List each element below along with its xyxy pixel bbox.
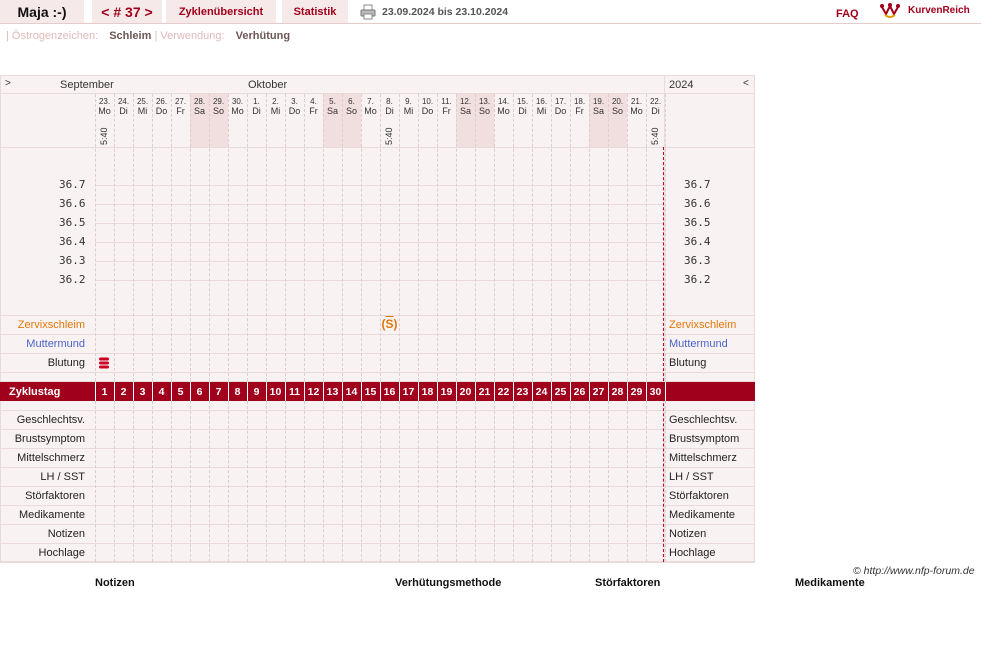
cycle-day-separator — [665, 382, 666, 401]
cervix-label-left: Zervixschleim — [17, 319, 85, 331]
cycle-day-number: 7 — [215, 386, 222, 398]
temp-label-right: 36.3 — [684, 254, 711, 267]
day-column-line — [475, 94, 476, 381]
day-date: 24. — [117, 97, 130, 106]
day-column-line — [551, 401, 552, 562]
cycle-day-number: 20 — [459, 386, 472, 398]
lower-row-label-left: Medikamente — [18, 509, 85, 521]
day-column-line — [399, 401, 400, 562]
lower-row-label-right: Geschlechtsv. — [669, 414, 738, 426]
lower-row-label-left: LH / SST — [40, 471, 85, 483]
cycle-day-number: 25 — [554, 386, 567, 398]
cycle-day-number: 15 — [364, 386, 377, 398]
lower-row-label-right: Medikamente — [669, 509, 736, 521]
day-weekday: Do — [554, 106, 567, 116]
cycle-day-number: 16 — [383, 386, 396, 398]
temp-label-left: 36.5 — [59, 216, 86, 229]
day-date: 26. — [155, 97, 168, 106]
day-date: 8. — [386, 97, 393, 106]
day-column-line — [608, 401, 609, 562]
day-column-line — [380, 94, 381, 381]
day-column-line — [133, 94, 134, 381]
day-date: 5. — [329, 97, 336, 106]
day-column-line — [323, 94, 324, 381]
day-column-line — [209, 401, 210, 562]
cycle-day-number: 1 — [101, 386, 108, 398]
day-column-line — [570, 401, 571, 562]
day-column-line — [342, 94, 343, 381]
day-date: 7. — [367, 97, 374, 106]
cycle-day-number: 4 — [158, 386, 165, 398]
day-date: 10. — [421, 97, 434, 106]
lower-row-label-left: Brustsymptom — [14, 433, 85, 445]
cycle-day-number: 17 — [402, 386, 415, 398]
cycle-day-number: 6 — [196, 386, 203, 398]
day-column-line — [456, 401, 457, 562]
temp-label-right: 36.5 — [684, 216, 711, 229]
estrogen-label: Östrogenzeichen: — [11, 30, 99, 42]
cycle-day-number: 19 — [440, 386, 453, 398]
day-date: 18. — [573, 97, 586, 106]
cervix-bracket-open: ( — [381, 317, 386, 331]
tab-cycle-overview-label: Zyklenübersicht — [178, 5, 264, 18]
day-column-line — [646, 401, 647, 562]
lower-row-label-left: Störfaktoren — [25, 490, 85, 502]
day-column-line — [152, 94, 153, 381]
day-column-line — [133, 401, 134, 562]
settings-pipe: | — [6, 30, 12, 42]
col-head-notes: Notizen — [95, 577, 135, 589]
settings-pipe: | — [154, 30, 161, 42]
day-column-line — [285, 94, 286, 381]
day-column-line — [532, 401, 533, 562]
day-weekday: Fr — [575, 106, 584, 116]
temp-label-left: 36.4 — [59, 235, 86, 248]
day-date: 27. — [174, 97, 187, 106]
day-column-line — [171, 94, 172, 381]
day-weekday: Fr — [442, 106, 451, 116]
cervix-pos-label-left: Muttermund — [26, 338, 85, 350]
day-weekday: Di — [385, 106, 394, 116]
logo-text: KurvenReich — [908, 4, 970, 16]
day-column-line — [513, 94, 514, 381]
day-weekday: Mi — [536, 106, 547, 116]
col-head-disturb: Störfaktoren — [595, 577, 661, 589]
cervix-bracket-close: ) — [393, 317, 398, 331]
temp-label-left: 36.3 — [59, 254, 86, 267]
day-column-line — [209, 94, 210, 381]
user-name[interactable] — [0, 0, 84, 23]
day-weekday: Sa — [592, 106, 604, 116]
day-column-line — [437, 94, 438, 381]
cycle-day-number: 27 — [592, 386, 605, 398]
day-column-line — [494, 401, 495, 562]
bleeding-label-left: Blutung — [47, 357, 85, 369]
right-panel-border — [664, 75, 665, 562]
cycle-day-number: 8 — [234, 386, 241, 398]
temp-label-left: 36.6 — [59, 197, 86, 210]
day-date: 3. — [291, 97, 298, 106]
cervix-pos-label-right: Muttermund — [669, 338, 728, 350]
day-date: 12. — [459, 97, 472, 106]
month-label-2: Oktober — [248, 79, 288, 91]
day-weekday: Fr — [176, 106, 185, 116]
cervix-label-right: Zervixschleim — [669, 319, 737, 331]
day-column-line — [399, 94, 400, 381]
day-weekday: So — [345, 106, 357, 116]
day-column-line — [418, 94, 419, 381]
day-date: 25. — [136, 97, 149, 106]
day-column-line — [475, 401, 476, 562]
day-column-line — [589, 94, 590, 381]
user-name-text: Maja :-) — [17, 3, 67, 20]
measure-time: 5:40 — [384, 127, 394, 145]
cervix-mucus-marker[interactable] — [380, 317, 399, 331]
current-day-line — [663, 147, 664, 562]
day-column-line — [437, 401, 438, 562]
bleeding-label-right: Blutung — [669, 357, 707, 369]
cycle-chart — [0, 75, 755, 562]
day-column-line — [570, 94, 571, 381]
day-weekday: Mo — [231, 106, 244, 116]
day-column-line — [266, 94, 267, 381]
lower-row-label-right: LH / SST — [669, 471, 714, 483]
nav-prev-button[interactable]: > — [5, 78, 11, 89]
day-weekday: Di — [518, 106, 527, 116]
month-label-1: September — [60, 79, 114, 91]
day-date: 13. — [478, 97, 491, 106]
day-date: 14. — [497, 97, 510, 106]
printer-icon[interactable] — [360, 4, 376, 20]
usage-value: Verhütung — [235, 30, 291, 42]
day-column-line — [95, 94, 96, 381]
day-column-line — [304, 94, 305, 381]
lower-row-label-left: Notizen — [47, 528, 85, 540]
col-head-meds: Medikamente — [795, 577, 865, 589]
day-column-line — [190, 401, 191, 562]
day-date: 11. — [441, 97, 452, 106]
day-weekday: So — [478, 106, 490, 116]
tab-statistics-label: Statistik — [293, 5, 337, 18]
day-column-line — [304, 401, 305, 562]
cycle-day-number: 18 — [421, 386, 434, 398]
day-column-line — [513, 401, 514, 562]
kurvenreich-logo[interactable] — [880, 2, 970, 18]
day-date: 4. — [310, 97, 317, 106]
lower-row-label-left: Mittelschmerz — [17, 452, 85, 464]
tab-cycle-overview[interactable] — [166, 0, 276, 23]
lower-row-label-right: Hochlage — [669, 547, 716, 559]
cycle-day-number: 9 — [253, 386, 260, 398]
day-weekday: Do — [288, 106, 301, 116]
day-weekday: Di — [651, 106, 660, 116]
day-column-line — [285, 401, 286, 562]
day-column-line — [114, 401, 115, 562]
cycle-day-number: 30 — [649, 386, 662, 398]
day-weekday: Mo — [630, 106, 643, 116]
temp-label-right: 36.6 — [684, 197, 711, 210]
lower-row-label-right: Mittelschmerz — [669, 452, 737, 464]
temp-label-left: 36.7 — [59, 178, 86, 191]
day-column-line — [266, 401, 267, 562]
cycle-day-number: 11 — [288, 386, 301, 398]
day-column-line — [171, 401, 172, 562]
day-weekday: Di — [119, 106, 128, 116]
cycle-day-number: 2 — [120, 386, 127, 398]
cycle-day-number: 5 — [177, 386, 184, 398]
day-weekday: Mi — [270, 106, 281, 116]
day-date: 29. — [212, 97, 225, 106]
cycle-day-number: 10 — [269, 386, 282, 398]
lower-row-label-left: Hochlage — [38, 547, 85, 559]
day-weekday: Mo — [98, 106, 111, 116]
cycle-day-number: 21 — [478, 386, 491, 398]
day-weekday: Sa — [326, 106, 338, 116]
temp-label-right: 36.2 — [684, 273, 711, 286]
day-column-line — [323, 401, 324, 562]
cycle-day-number: 23 — [516, 386, 529, 398]
usage-label: Verwendung: — [160, 30, 225, 42]
day-date: 22. — [649, 97, 662, 106]
day-date: 20. — [611, 97, 624, 106]
day-column-line — [361, 401, 362, 562]
cycle-day-number: 29 — [630, 386, 643, 398]
temp-label-left: 36.2 — [59, 273, 86, 286]
day-weekday: Sa — [193, 106, 205, 116]
cycle-nav-text: < # 37 > — [101, 3, 153, 20]
day-column-line — [608, 94, 609, 381]
day-column-line — [646, 94, 647, 381]
temp-label-right: 36.7 — [684, 178, 711, 191]
copyright[interactable]: © http://www.nfp-forum.de — [853, 565, 975, 577]
cycle-nav-button[interactable] — [92, 0, 162, 23]
day-date: 21. — [630, 97, 643, 106]
cycle-day-number: 3 — [139, 386, 146, 398]
day-date: 1. — [253, 97, 260, 106]
col-head-method: Verhütungsmethode — [395, 577, 502, 589]
day-column-line — [589, 401, 590, 562]
header-divider — [0, 23, 981, 24]
lower-row-label-right: Brustsymptom — [669, 433, 740, 445]
day-column-line — [228, 94, 229, 381]
day-column-line — [152, 401, 153, 562]
day-weekday: Mi — [403, 106, 414, 116]
day-column-line — [456, 94, 457, 381]
day-date: 23. — [98, 97, 111, 106]
measure-time: 5:40 — [650, 127, 660, 145]
estrogen-value: Schleim — [109, 30, 152, 42]
day-column-line — [361, 94, 362, 381]
day-column-line — [114, 94, 115, 381]
day-column-line — [228, 401, 229, 562]
cycle-day-number: 26 — [573, 386, 586, 398]
day-date: 16. — [535, 97, 548, 106]
day-weekday: Mo — [497, 106, 510, 116]
day-date: 15. — [516, 97, 529, 106]
measure-time: 5:40 — [99, 127, 109, 145]
day-weekday: So — [611, 106, 623, 116]
cycle-day-number: 22 — [497, 386, 510, 398]
row-divider — [0, 562, 755, 563]
day-date: 30. — [231, 97, 244, 106]
lower-row-label-left: Geschlechtsv. — [16, 414, 85, 426]
day-column-line — [551, 94, 552, 381]
day-column-line — [380, 401, 381, 562]
cycle-day-number: 12 — [307, 386, 320, 398]
day-date: 17. — [554, 97, 567, 106]
date-range: 23.09.2024 bis 23.10.2024 — [382, 6, 509, 18]
day-weekday: Di — [252, 106, 261, 116]
settings-line — [6, 30, 290, 42]
day-weekday: Mi — [137, 106, 148, 116]
day-weekday: Fr — [309, 106, 318, 116]
cervix-marker-text: $\overline{S}$ — [385, 317, 394, 331]
day-weekday: So — [212, 106, 224, 116]
day-date: 6. — [348, 97, 355, 106]
cycle-day-number: 13 — [326, 386, 339, 398]
day-weekday: Mo — [364, 106, 377, 116]
year-label: 2024 — [669, 79, 694, 91]
faq-link[interactable]: FAQ — [836, 8, 859, 20]
cycle-day-number: 14 — [345, 386, 358, 398]
lower-row-label-right: Störfaktoren — [669, 490, 729, 502]
day-column-line — [665, 94, 666, 381]
lower-row-label-right: Notizen — [669, 528, 707, 540]
day-column-line — [418, 401, 419, 562]
day-column-line — [627, 94, 628, 381]
day-column-line — [627, 401, 628, 562]
day-column-line — [342, 401, 343, 562]
cycle-day-number: 28 — [611, 386, 624, 398]
day-date: 9. — [405, 97, 412, 106]
day-date: 2. — [272, 97, 279, 106]
day-weekday: Do — [155, 106, 168, 116]
crown-logo-icon — [880, 2, 900, 18]
day-column-line — [95, 401, 96, 562]
day-column-line — [247, 401, 248, 562]
day-column-line — [190, 94, 191, 381]
day-column-line — [494, 94, 495, 381]
day-column-line — [532, 94, 533, 381]
bleeding-icon[interactable] — [98, 357, 110, 369]
day-date: 28. — [193, 97, 206, 106]
day-weekday: Sa — [459, 106, 471, 116]
nav-next-button[interactable]: < — [743, 78, 749, 89]
tab-statistics[interactable] — [282, 0, 348, 23]
temp-label-right: 36.4 — [684, 235, 711, 248]
day-column-line — [247, 94, 248, 381]
cycle-day-number: 24 — [535, 386, 548, 398]
day-column-line — [665, 401, 666, 562]
day-weekday: Do — [421, 106, 434, 116]
day-date: 19. — [592, 97, 605, 106]
cycle-day-label: Zyklustag — [9, 386, 61, 398]
